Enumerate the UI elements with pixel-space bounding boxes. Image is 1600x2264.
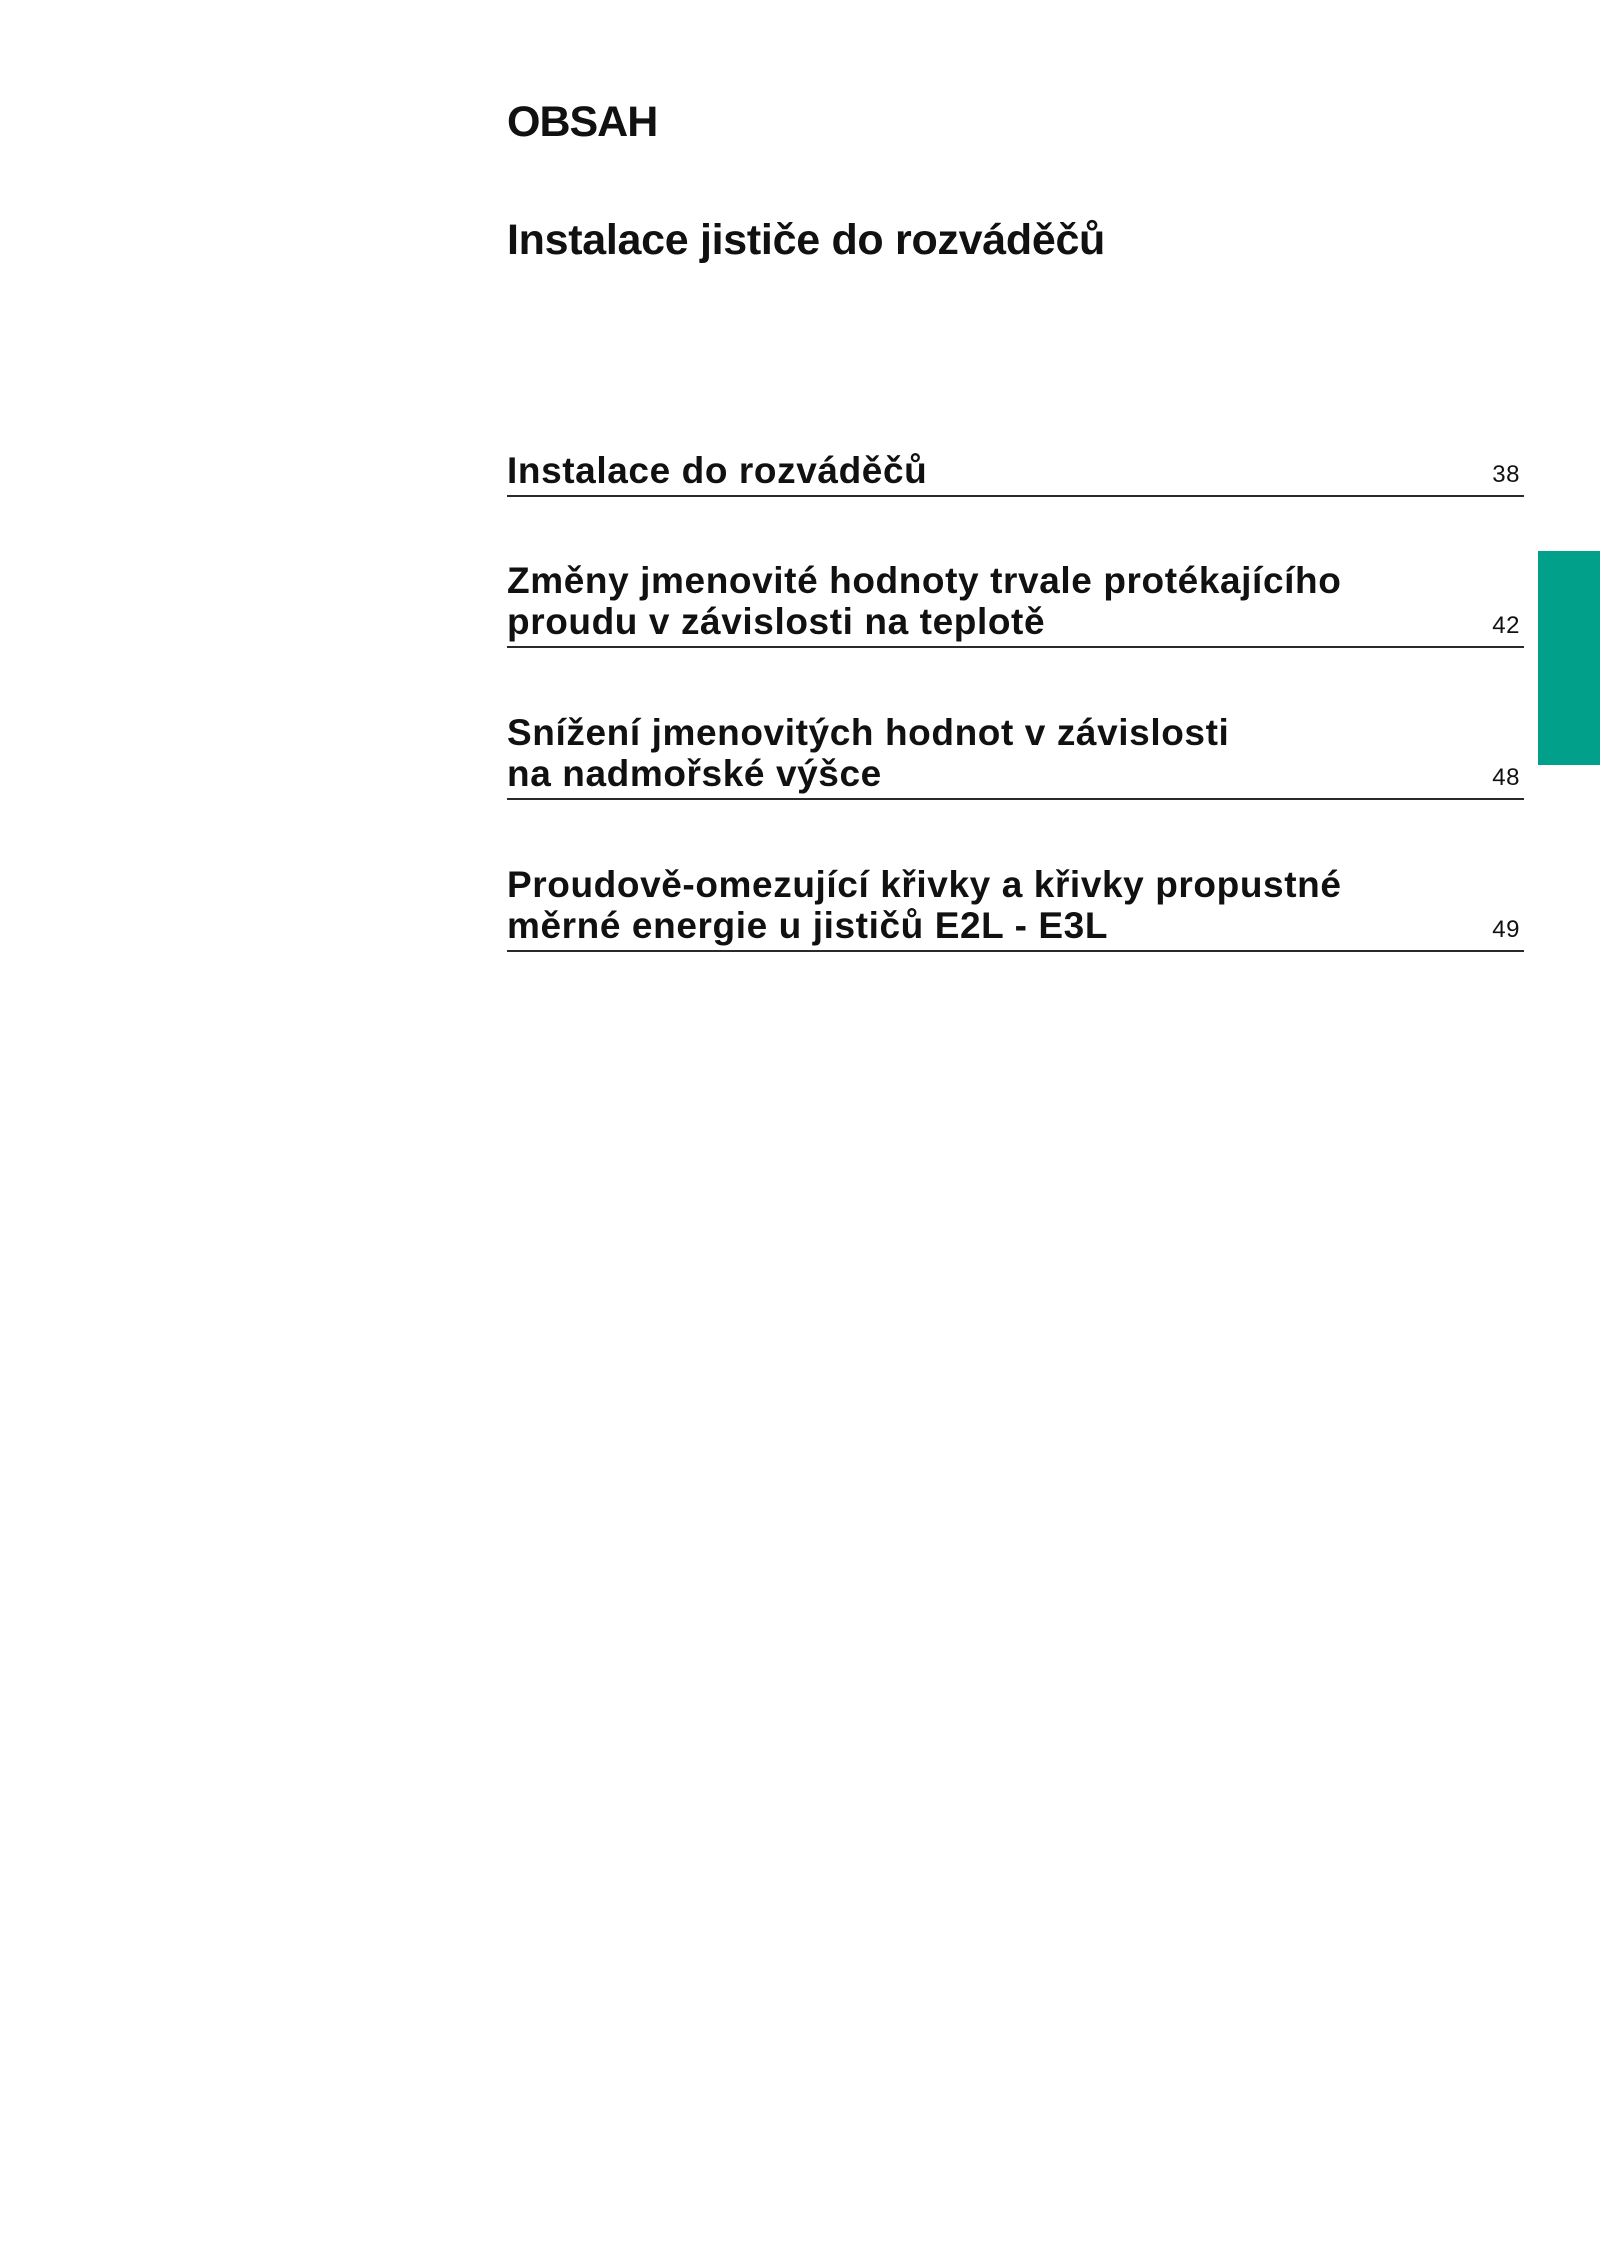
toc-entry[interactable] [507, 712, 1524, 800]
toc-entry-page-number: 38 [1492, 461, 1520, 488]
toc-entry-title [507, 864, 1342, 946]
toc-entry-title-line: proudu v závislosti na teplotě [507, 601, 1046, 642]
toc-entry-title-line: Instalace do rozváděčů [507, 450, 928, 491]
document-title: OBSAH [507, 98, 658, 146]
toc-entry-title [507, 450, 927, 491]
toc-entry-title-line: měrné energie u jističů E2L - E3L [507, 905, 1109, 946]
toc-entry-title-line: Změny jmenovité hodnoty trvale protékajícího [507, 560, 1342, 601]
toc-entry-title-line: na nadmořské výšce [507, 753, 882, 794]
toc-entry-title [507, 712, 1229, 794]
toc-entry[interactable] [507, 560, 1524, 648]
toc-entry-title [507, 560, 1341, 642]
toc-entry-page-number: 42 [1492, 612, 1520, 639]
toc-entry-page-number: 49 [1492, 916, 1520, 943]
toc-entry-page-number: 48 [1492, 764, 1520, 791]
toc-entry[interactable] [507, 430, 1524, 497]
toc-entry[interactable] [507, 864, 1524, 952]
toc-entry-title-line: Snížení jmenovitých hodnot v závislosti [507, 712, 1230, 753]
section-title: Instalace jističe do rozváděčů [507, 216, 1106, 264]
toc-entry-title-line: Proudově-omezující křivky a křivky propustné [507, 864, 1342, 905]
section-side-tab [1538, 551, 1600, 765]
